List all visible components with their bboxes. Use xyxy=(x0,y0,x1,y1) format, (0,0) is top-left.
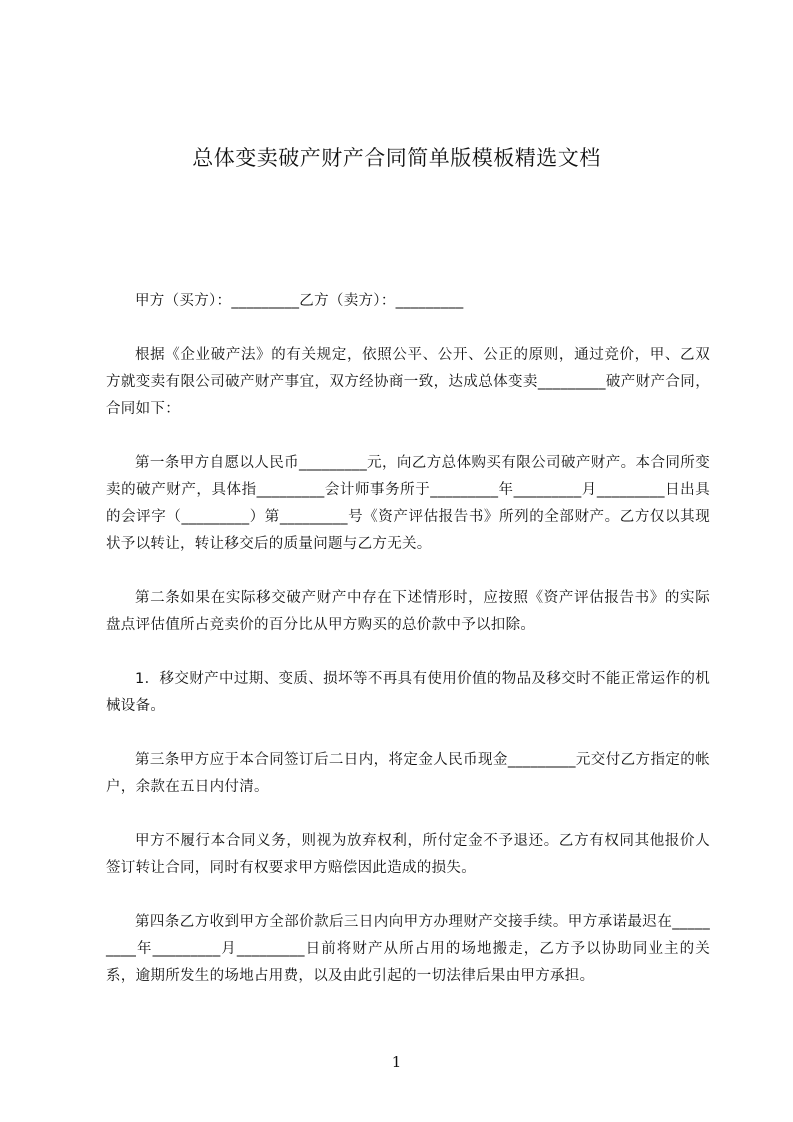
article-2-item-1: 1．移交财产中过期、变质、损坏等不再具有使用价值的物品及移交时不能正常运作的机械设备。 xyxy=(106,671,710,714)
page-number: 1 xyxy=(391,1053,402,1071)
article-1-paragraph: 第一条甲方自愿以人民币_________元，向乙方总体购买有限公司破产财产。本合同所变卖的破产财产，具体指_________会计师事务所于_________年_________月_________日出具的会评字（_________）第_________号《资产评估报告书》所列的全部财产。乙方仅以其现状予以转让，转让移交后的质量问题与乙方无关。 xyxy=(106,455,710,552)
parties-line: 甲方（买方）：_________乙方（卖方）：_________ xyxy=(135,293,464,309)
article-2-paragraph: 第二条如果在实际移交破产财产中存在下述情形时，应按照《资产评估报告书》的实际盘点评估值所占竞卖价的百分比从甲方购买的总价款中予以扣除。 xyxy=(106,590,710,633)
document-title: 总体变卖破产财产合同简单版模板精选文档 xyxy=(192,146,601,170)
breach-paragraph: 甲方不履行本合同义务，则视为放弃权利，所付定金不予退还。乙方有权同其他报价人签订转让合同，同时有权要求甲方赔偿因此造成的损失。 xyxy=(106,833,710,876)
article-4-paragraph: 第四条乙方收到甲方全部价款后三日内向甲方办理财产交接手续。甲方承诺最迟在_________年_________月_________日前将财产从所占用的场地搬走，乙方予以协助同业主的关系，逾期所发生的场地占用费，以及由此引起的一切法律后果由甲方承担。 xyxy=(106,914,710,984)
preamble-paragraph: 根据《企业破产法》的有关规定，依照公平、公开、公正的原则，通过竞价，甲、乙双方就变卖有限公司破产财产事宜，双方经协商一致，达成总体变卖_________破产财产合同，合同如下： xyxy=(106,347,710,417)
document-body xyxy=(106,288,710,1017)
article-3-paragraph: 第三条甲方应于本合同签订后二日内，将定金人民币现金_________元交付乙方指定的帐户，余款在五日内付清。 xyxy=(106,752,710,795)
